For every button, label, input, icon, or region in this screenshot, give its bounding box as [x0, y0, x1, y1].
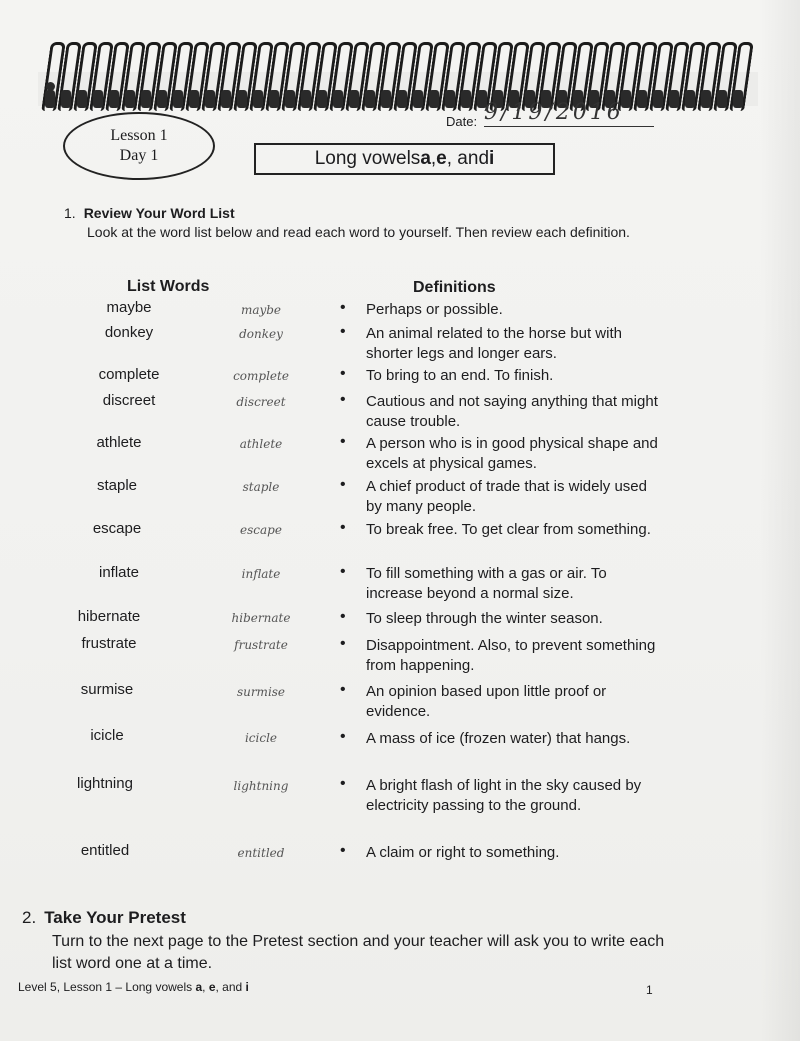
word-definition: To bring to an end. To finish. [366, 367, 554, 384]
footer-vowel-a: a [195, 980, 203, 994]
lesson-label: Lesson 1 [110, 127, 168, 144]
list-word: complete [98, 366, 160, 383]
list-word: escape [92, 520, 142, 537]
list-word-cursive: hibernate [231, 611, 291, 625]
binding-punch-hole [77, 90, 87, 108]
word-definition: To break free. To get clear from something. [366, 521, 651, 538]
list-word-cursive: complete [233, 369, 289, 383]
lesson-day-oval [63, 112, 215, 180]
list-word: donkey [104, 324, 154, 341]
word-definition: A claim or right to something. [366, 844, 560, 861]
section-1-title: Review Your Word List [83, 205, 235, 221]
title-prefix: Long vowels [314, 148, 421, 169]
bullet-icon: • [340, 433, 346, 450]
binding-punch-hole [317, 90, 327, 108]
page-number: 1 [646, 983, 653, 997]
binding-punch-hole [653, 90, 663, 108]
title-vowel-e: e [436, 148, 447, 169]
binding-punch-hole [125, 90, 135, 108]
bullet-icon: • [340, 728, 346, 745]
binding-punch-hole [365, 90, 375, 108]
list-word-cursive: entitled [237, 846, 285, 860]
list-word-cursive: escape [240, 523, 282, 537]
binding-punch-hole [429, 90, 439, 108]
binding-punch-hole [461, 90, 471, 108]
list-word-cursive: donkey [239, 327, 283, 341]
bullet-icon: • [340, 635, 346, 652]
bullet-icon: • [340, 299, 346, 316]
page-title [254, 143, 555, 175]
title-sep-1: , [430, 148, 437, 169]
binding-punch-hole [733, 90, 743, 108]
list-word: icicle [90, 727, 124, 744]
word-definition: An opinion based upon little proof or evidence. [366, 683, 607, 720]
word-definition: An animal related to the horse but with shorter legs and longer ears. [366, 325, 622, 362]
section-2-instructions: Turn to the next page to the Pretest section and your teacher will ask you to write each list word one at a time. [52, 933, 665, 972]
bullet-icon: • [340, 365, 346, 382]
binding-hole [46, 82, 55, 91]
list-word-cursive: surmise [236, 685, 286, 699]
bullet-icon: • [340, 519, 346, 536]
binding-punch-hole [221, 90, 231, 108]
word-definition: Disappointment. Also, to prevent something from happening. [366, 637, 656, 674]
binding-punch-hole [685, 90, 695, 108]
list-word: entitled [80, 842, 130, 859]
binding-punch-hole [381, 90, 391, 108]
footer-vowel-i: i [245, 980, 249, 994]
date-underline [484, 126, 654, 127]
title-sep-2: , and [446, 148, 490, 169]
list-word-cursive: maybe [240, 303, 282, 317]
binding-punch-hole [333, 90, 343, 108]
binding-punch-hole [269, 90, 279, 108]
binding-punch-hole [253, 90, 263, 108]
word-definition: A mass of ice (frozen water) that hangs. [366, 730, 631, 747]
section-2-number: 2. [22, 908, 37, 927]
word-definition: A bright flash of light in the sky caused by electricity passing to the ground. [366, 777, 642, 814]
date-handwritten-value: 9/19/2016 [484, 100, 624, 125]
definitions-header: Definitions [413, 279, 496, 296]
list-word-cursive: inflate [241, 567, 281, 581]
footer-sep-2: , and [215, 980, 246, 994]
word-definition: Cautious and not saying anything that might cause trouble. [366, 393, 658, 430]
page-edge-shadow [760, 0, 800, 1041]
binding-punch-hole [397, 90, 407, 108]
binding-punch-hole [669, 90, 679, 108]
list-word-cursive: icicle [244, 731, 278, 745]
binding-punch-hole [189, 90, 199, 108]
list-word: hibernate [77, 608, 141, 625]
bullet-icon: • [340, 476, 346, 493]
word-definition: To fill something with a gas or air. To increase beyond a normal size. [366, 565, 607, 602]
list-word-cursive: lightning [233, 779, 289, 793]
word-definition: A chief product of trade that is widely used by many people. [366, 478, 647, 515]
binding-punch-hole [157, 90, 167, 108]
binding-punch-hole [45, 90, 55, 108]
title-vowel-i: i [489, 148, 495, 169]
list-word: frustrate [81, 635, 137, 652]
word-definition: To sleep through the winter season. [366, 610, 603, 627]
binding-punch-hole [205, 90, 215, 108]
footer-sep-1: , [202, 980, 209, 994]
footer-vowel-e: e [208, 980, 216, 994]
list-word-cursive: athlete [239, 437, 283, 451]
bullet-icon: • [340, 842, 346, 859]
binding-punch-hole [349, 90, 359, 108]
list-word-cursive: frustrate [234, 638, 288, 652]
bullet-icon: • [340, 775, 346, 792]
binding-punch-hole [445, 90, 455, 108]
list-word-cursive: staple [242, 480, 280, 494]
binding-punch-hole [717, 90, 727, 108]
footer-prefix: Level 5, Lesson 1 – Long vowels [18, 980, 196, 994]
list-word: discreet [102, 392, 156, 409]
binding-punch-hole [61, 90, 71, 108]
section-1-number: 1. [64, 205, 76, 221]
binding-punch-hole [637, 90, 647, 108]
binding-punch-hole [285, 90, 295, 108]
list-word-cursive: discreet [236, 395, 286, 409]
list-word: athlete [96, 434, 142, 451]
day-label: Day 1 [119, 147, 159, 164]
binding-punch-hole [109, 90, 119, 108]
title-vowel-a: a [420, 148, 431, 169]
spiral-binding [38, 18, 758, 108]
word-definition: A person who is in good physical shape and excels at physical games. [366, 435, 658, 472]
section-2-title: Take Your Pretest [44, 908, 186, 927]
bullet-icon: • [340, 681, 346, 698]
list-word: maybe [106, 299, 152, 316]
list-word: staple [96, 477, 138, 494]
binding-punch-hole [301, 90, 311, 108]
list-word: lightning [77, 775, 133, 792]
bullet-icon: • [340, 608, 346, 625]
binding-punch-hole [173, 90, 183, 108]
word-definition: Perhaps or possible. [366, 301, 503, 318]
binding-punch-hole [237, 90, 247, 108]
date-label: Date: [446, 114, 478, 129]
list-word: surmise [80, 681, 134, 698]
bullet-icon: • [340, 391, 346, 408]
section-1-heading [64, 205, 235, 221]
section-1-instructions: Look at the word list below and read each word to yourself. Then review each definition. [87, 224, 630, 240]
list-word: inflate [98, 564, 140, 581]
binding-punch-hole [141, 90, 151, 108]
bullet-icon: • [340, 323, 346, 340]
binding-punch-hole [413, 90, 423, 108]
binding-punch-hole [93, 90, 103, 108]
page-footer [18, 980, 249, 994]
list-words-header: List Words [127, 278, 210, 295]
binding-punch-hole [701, 90, 711, 108]
section-2-heading [22, 908, 186, 928]
bullet-icon: • [340, 563, 346, 580]
